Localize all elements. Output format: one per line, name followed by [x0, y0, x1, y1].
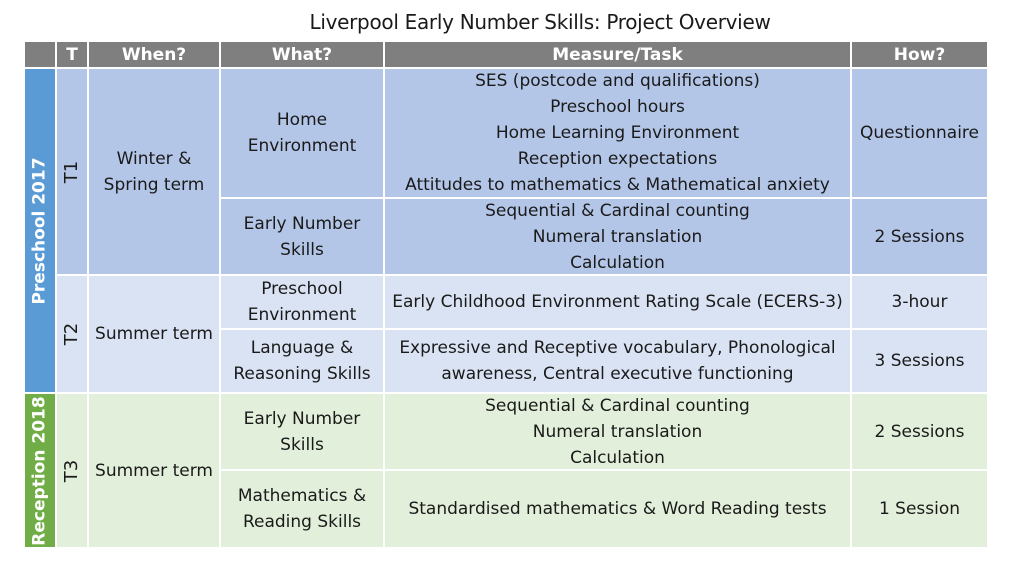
when-t2: Summer term [89, 276, 221, 394]
time-t2 [57, 276, 89, 394]
when-t3: Summer term [89, 394, 221, 549]
table-row-what: Language & Reasoning Skills [221, 330, 385, 394]
section-preschool [25, 69, 57, 394]
time-t3-label: T3 [61, 459, 83, 482]
time-t1 [57, 69, 89, 276]
table-row-what: Preschool Environment [221, 276, 385, 330]
table-row-what: Mathematics & Reading Skills [221, 471, 385, 549]
table-row-how: Questionnaire [852, 69, 989, 199]
table-row-measure: SES (postcode and qualifications) Preschool hours Home Learning Environment Reception expectations Attitudes to mathematics & Mathematical anxiety [385, 69, 852, 199]
header-how: How? [852, 42, 989, 69]
header-measure: Measure/Task [385, 42, 852, 69]
section-reception-label: Reception 2018 [30, 395, 50, 546]
table-row-measure: Standardised mathematics & Word Reading tests [385, 471, 852, 549]
time-t3 [57, 394, 89, 549]
table-row-how: 3-hour [852, 276, 989, 330]
section-reception [25, 394, 57, 549]
header-corner [25, 42, 57, 69]
table-row-what: Early Number Skills [221, 199, 385, 276]
table-row-what: Home Environment [221, 69, 385, 199]
time-t1-label: T1 [61, 160, 83, 183]
table-row-how: 3 Sessions [852, 330, 989, 394]
when-t1: Winter & Spring term [89, 69, 221, 276]
table-row-measure: Early Childhood Environment Rating Scale (ECERS-3) [385, 276, 852, 330]
table-row-measure: Sequential & Cardinal counting Numeral translation Calculation [385, 394, 852, 471]
header-t: T [57, 42, 89, 69]
section-preschool-label: Preschool 2017 [30, 156, 50, 305]
table-row-what: Early Number Skills [221, 394, 385, 471]
table-row-measure: Expressive and Receptive vocabulary, Phonological awareness, Central executive functioning [385, 330, 852, 394]
table-row-how: 2 Sessions [852, 394, 989, 471]
header-when: When? [89, 42, 221, 69]
page-title: Liverpool Early Number Skills: Project Overview [309, 10, 771, 34]
table-row-measure: Sequential & Cardinal counting Numeral translation Calculation [385, 199, 852, 276]
table-row-how: 1 Session [852, 471, 989, 549]
time-t2-label: T2 [61, 322, 83, 346]
header-what: What? [221, 42, 385, 69]
table-row-how: 2 Sessions [852, 199, 989, 276]
